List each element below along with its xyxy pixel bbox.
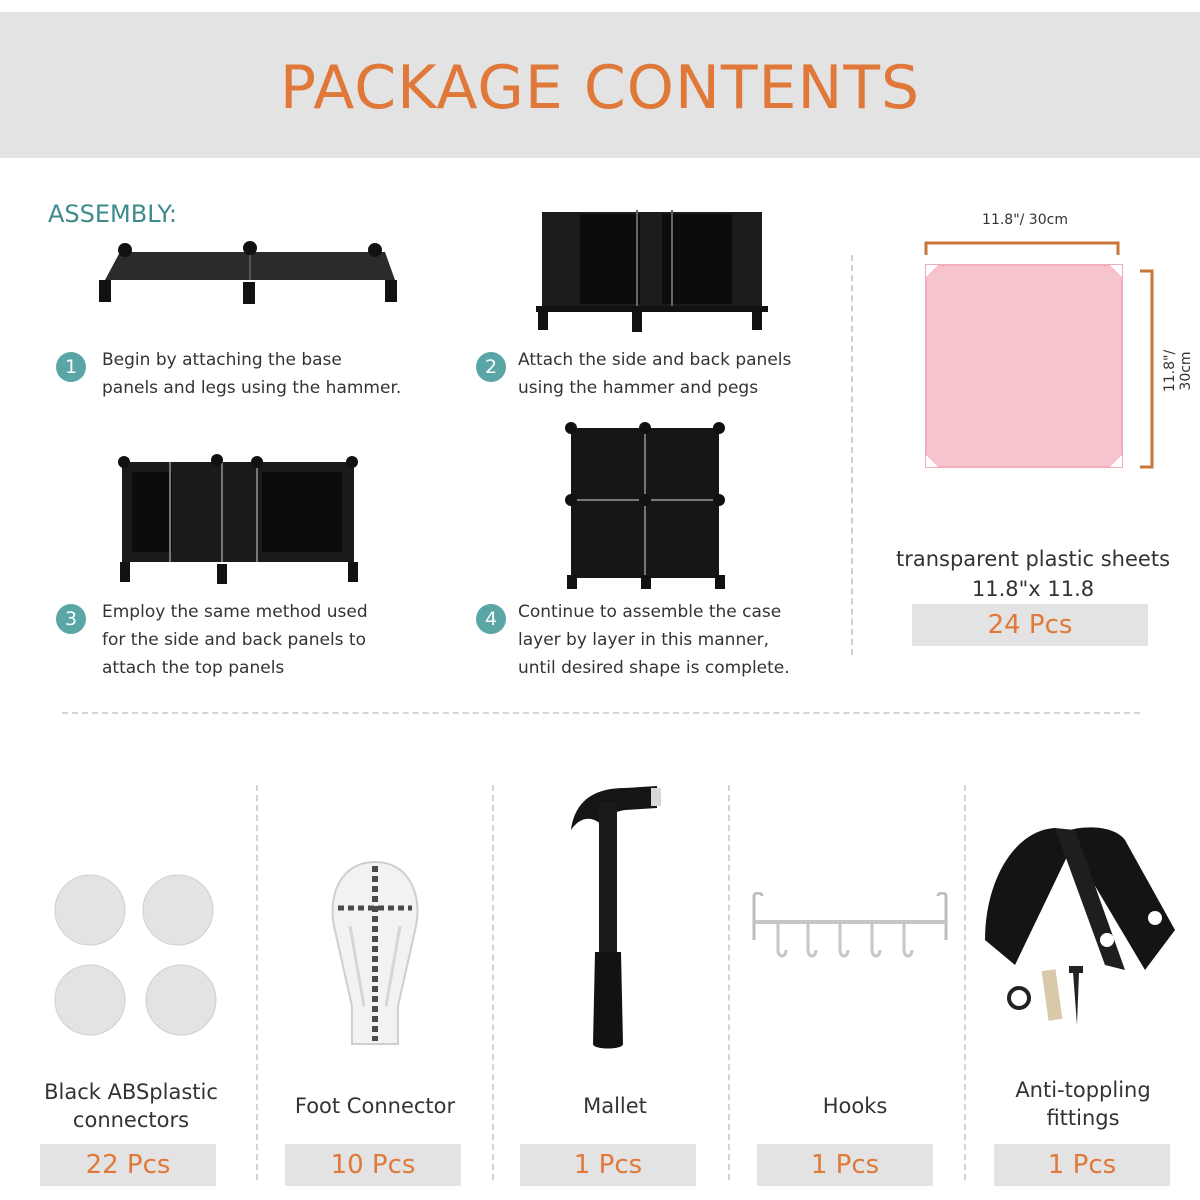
step-4-number: 4 xyxy=(476,604,506,634)
hooks-illustration xyxy=(748,892,953,967)
item-count-anti-toppling: 1 Pcs xyxy=(994,1144,1170,1186)
step-3-illustration xyxy=(112,452,362,587)
plastic-sheet-illustration xyxy=(912,235,1162,475)
page-title: PACKAGE CONTENTS xyxy=(279,53,921,123)
divider-horizontal xyxy=(62,712,1140,714)
step-1-number: 1 xyxy=(56,352,86,382)
step-4-illustration xyxy=(563,420,728,590)
sheet-count-badge: 24 Pcs xyxy=(912,604,1148,646)
divider-vertical-4 xyxy=(964,785,966,1180)
step-1-text: Begin by attaching the base panels and legs using the hammer. xyxy=(102,350,402,398)
anti-toppling-illustration xyxy=(975,820,1185,1050)
assembly-label: ASSEMBLY: xyxy=(48,200,177,228)
item-count-hooks: 1 Pcs xyxy=(757,1144,933,1186)
item-label-hooks: Hooks xyxy=(822,1094,888,1118)
step-2-illustration xyxy=(532,206,772,336)
mallet-illustration xyxy=(565,782,665,1057)
step-3-text: Employ the same method used for the side and back panels to attach the top panels xyxy=(102,602,368,678)
item-count-foot-connector: 10 Pcs xyxy=(285,1144,461,1186)
divider-vertical-1 xyxy=(256,785,258,1180)
foot-connector-illustration xyxy=(320,856,430,1051)
item-label-anti-toppling: Anti-toppling fittings xyxy=(1015,1078,1151,1130)
step-4-text: Continue to assemble the case layer by layer in this manner, until desired shape is complete. xyxy=(518,602,790,678)
divider-vertical-2 xyxy=(492,785,494,1180)
step-3-number: 3 xyxy=(56,604,86,634)
divider-vertical xyxy=(851,255,853,655)
sheet-height-label: 11.8"/ 30cm xyxy=(1162,349,1194,393)
item-label-connectors: Black ABSplastic connectors xyxy=(44,1080,218,1132)
connectors-illustration xyxy=(48,872,223,1042)
divider-vertical-3 xyxy=(728,785,730,1180)
sheet-name: transparent plastic sheets 11.8"x 11.8 xyxy=(895,547,1171,601)
step-1-illustration xyxy=(95,238,405,313)
item-label-mallet: Mallet xyxy=(583,1094,647,1118)
sheet-width-label: 11.8"/ 30cm xyxy=(982,212,1068,228)
step-2-number: 2 xyxy=(476,352,506,382)
step-2-text: Attach the side and back panels using the hammer and pegs xyxy=(518,350,792,398)
item-count-mallet: 1 Pcs xyxy=(520,1144,696,1186)
item-count-connectors: 22 Pcs xyxy=(40,1144,216,1186)
item-label-foot-connector: Foot Connector xyxy=(294,1094,456,1118)
